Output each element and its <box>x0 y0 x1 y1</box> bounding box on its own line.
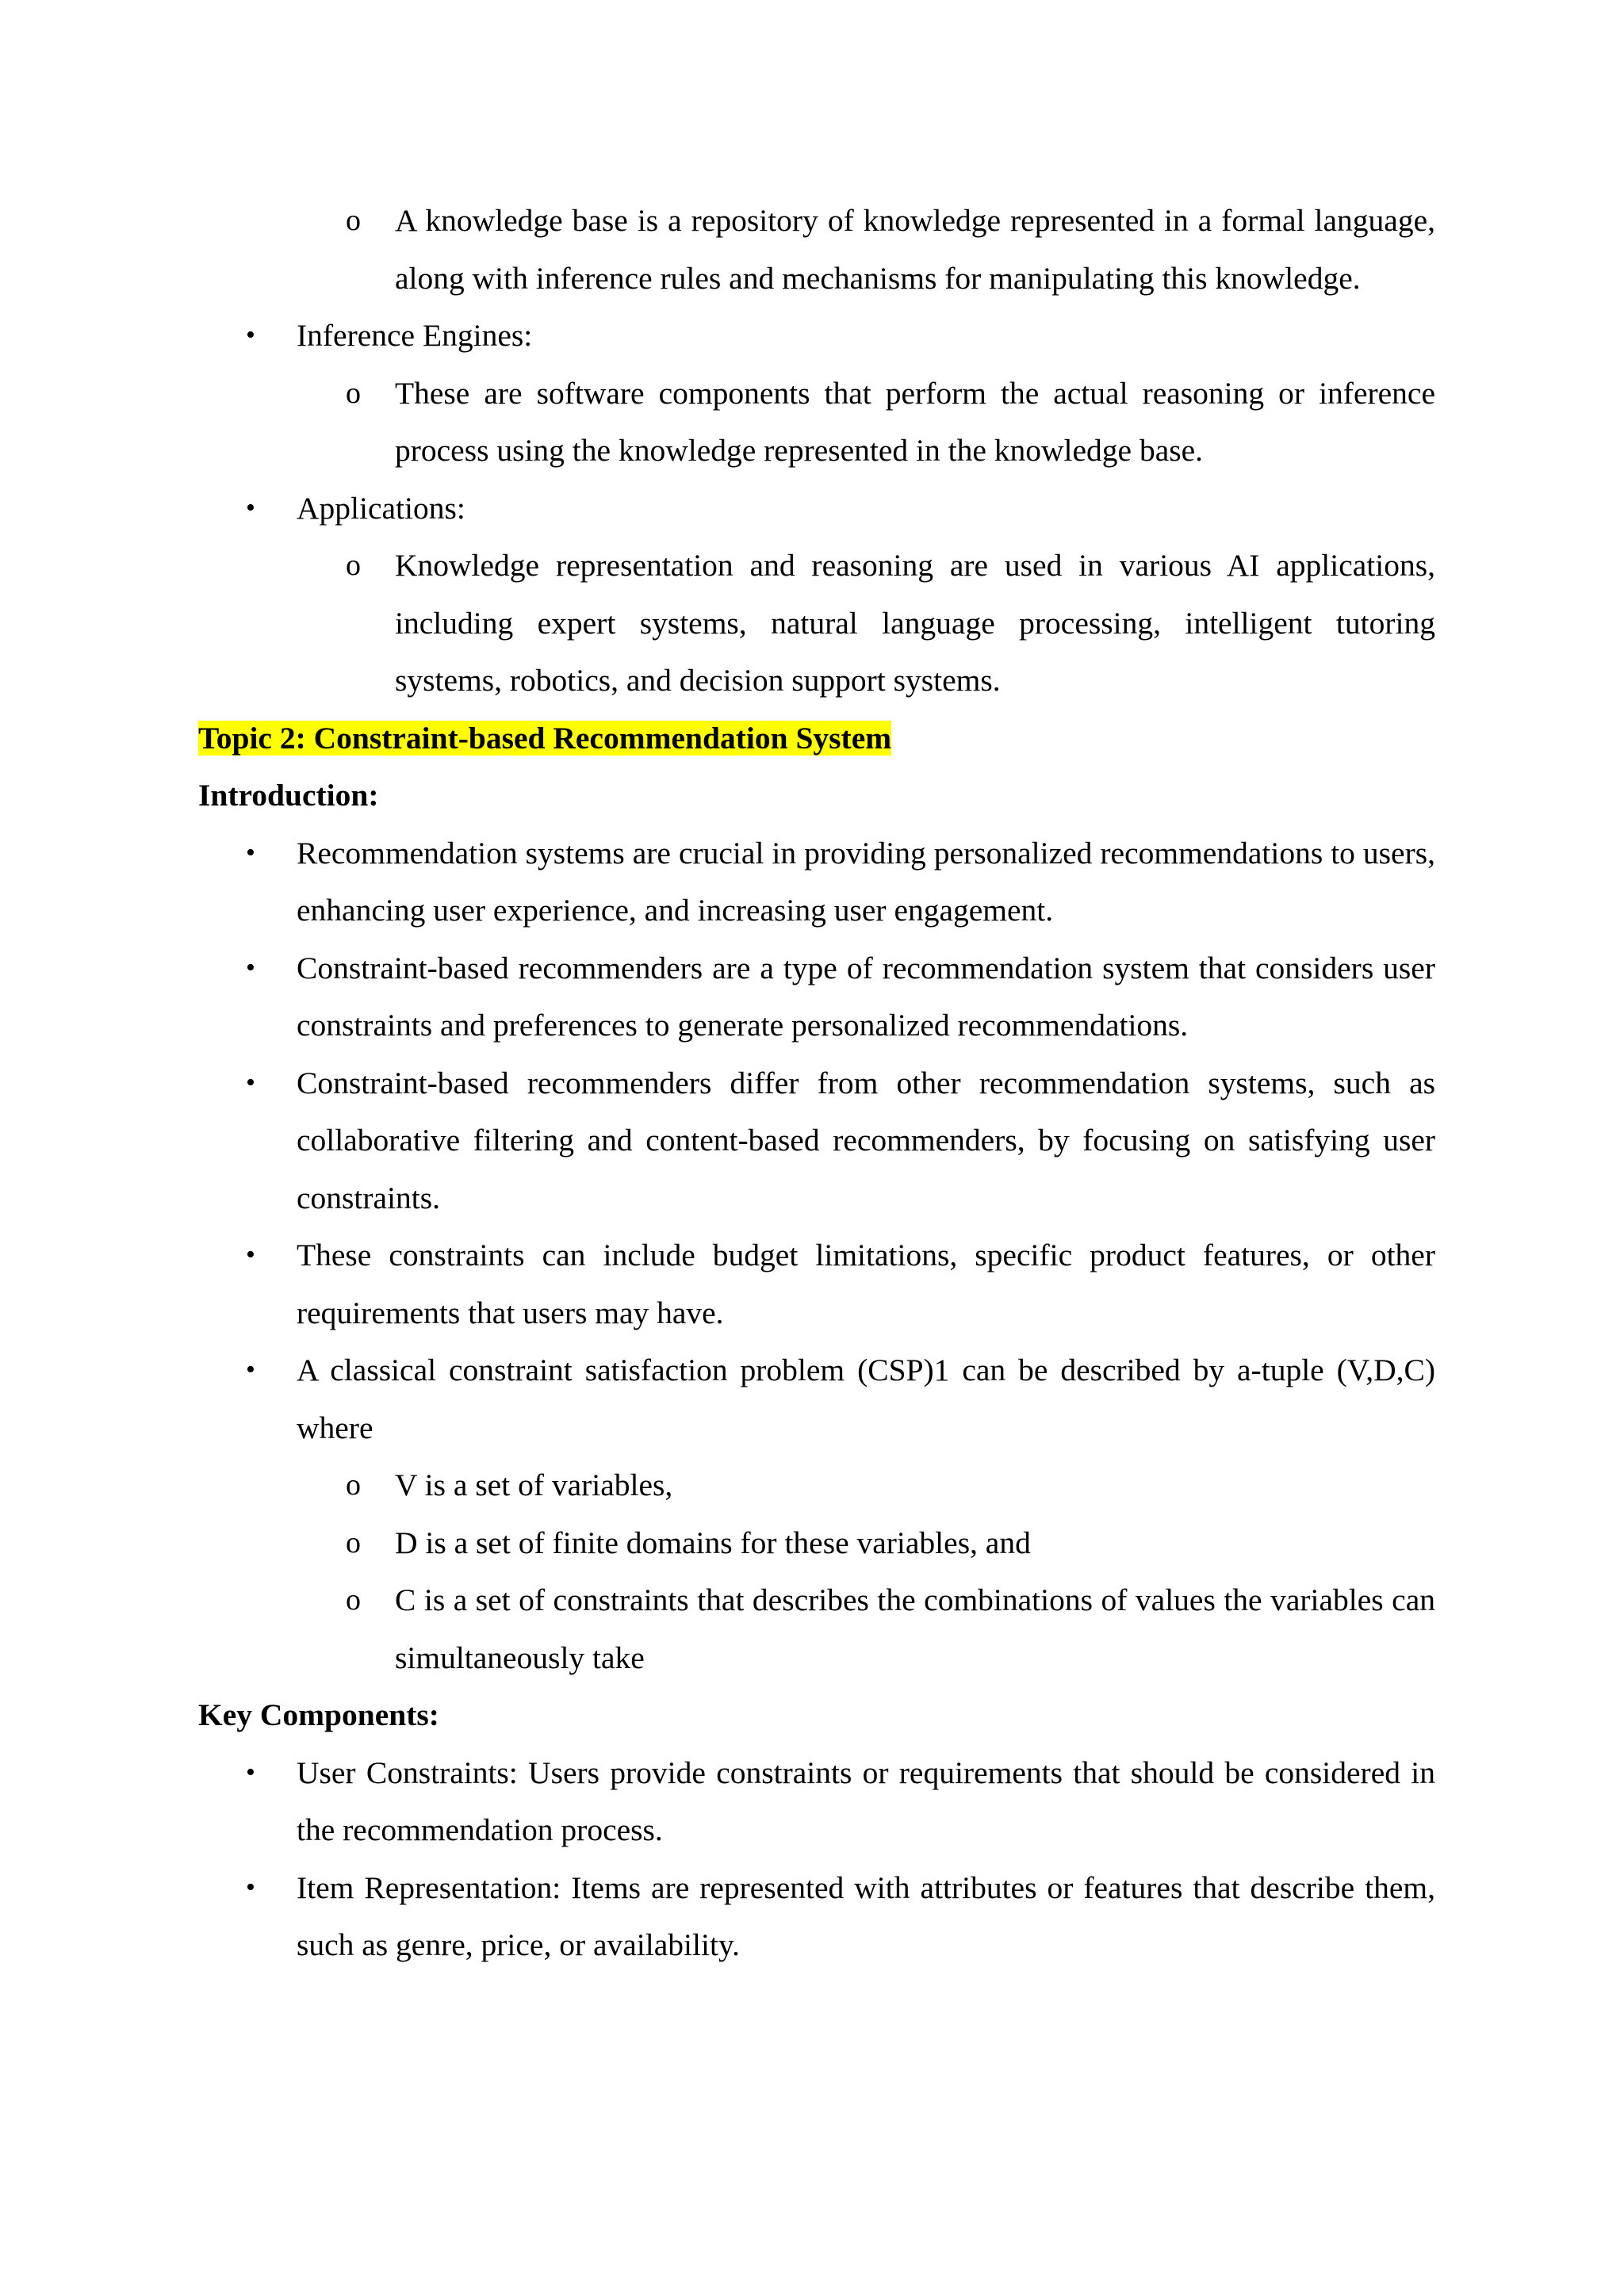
list-item-item-representation <box>198 1859 1435 1974</box>
list-item-applications-detail <box>198 537 1435 710</box>
bullet-icon: • <box>246 1067 255 1097</box>
list-item-inference-engines <box>198 307 1435 365</box>
introduction-heading: Introduction: <box>198 778 379 813</box>
list-item-intro-5 <box>198 1341 1435 1456</box>
bullet-icon: • <box>246 1872 255 1902</box>
circle-bullet-icon: o <box>346 376 361 410</box>
circle-bullet-icon: o <box>346 1468 361 1502</box>
intro-bullet-text: Constraint-based recommenders differ from other recommendation systems, such as collaborative filtering and content-based recommenders, by focusing on satisfying user constraints. <box>297 1065 1435 1215</box>
topic-heading-row <box>198 710 1435 767</box>
inference-engines-detail-text: These are software components that perform the actual reasoning or inference process using the knowledge represented in the knowledge base. <box>395 375 1435 468</box>
applications-label: Applications: <box>297 490 465 526</box>
csp-item-text: C is a set of constraints that describes the combinations of values the variables can simultaneously take <box>395 1582 1435 1675</box>
list-item-applications <box>198 480 1435 538</box>
bullet-icon: • <box>246 952 255 982</box>
bullet-icon: • <box>246 320 255 350</box>
csp-item-text: D is a set of finite domains for these variables, and <box>395 1525 1031 1560</box>
circle-bullet-icon: o <box>346 549 361 582</box>
kb-definition-text: A knowledge base is a repository of knowledge represented in a formal language, along with inference rules and mechanisms for manipulating this knowledge. <box>395 203 1435 296</box>
intro-bullet-text: These constraints can include budget limitations, specific product features, or other requirements that users may have. <box>297 1238 1435 1330</box>
key-component-text: User Constraints: Users provide constraints or requirements that should be considered in the recommendation process. <box>297 1755 1435 1847</box>
bullet-icon: • <box>246 1355 255 1384</box>
bullet-icon: • <box>246 1757 255 1787</box>
circle-bullet-icon: o <box>346 1583 361 1617</box>
list-item-intro-2 <box>198 939 1435 1054</box>
intro-bullet-text: Recommendation systems are crucial in providing personalized recommendations to users, enhancing user experience, and increasing user engagement. <box>297 835 1435 928</box>
applications-detail-text: Knowledge representation and reasoning are used in various AI applications, including expert systems, natural language processing, intelligent tutoring systems, robotics, and decision support systems. <box>395 548 1435 698</box>
topic-heading: Topic 2: Constraint-based Recommendation System <box>198 720 892 756</box>
list-item-csp-constraints <box>198 1571 1435 1686</box>
circle-bullet-icon: o <box>346 1525 361 1559</box>
intro-bullet-text: Constraint-based recommenders are a type of recommendation system that considers user constraints and preferences to generate personalized recommendations. <box>297 950 1435 1043</box>
csp-item-text: V is a set of variables, <box>395 1468 673 1502</box>
list-item-inference-engines-detail <box>198 365 1435 480</box>
list-item-csp-domains <box>198 1514 1435 1572</box>
list-item-user-constraints <box>198 1744 1435 1859</box>
inference-engines-label: Inference Engines: <box>297 318 533 353</box>
list-item-csp-variables <box>198 1456 1435 1514</box>
bullet-icon: • <box>246 492 255 522</box>
document-body <box>198 192 1435 1974</box>
list-item-intro-4 <box>198 1226 1435 1341</box>
intro-bullet-text: A classical constraint satisfaction problem (CSP)1 can be described by a-tuple (V,D,C) where <box>297 1353 1435 1445</box>
list-item-intro-3 <box>198 1054 1435 1227</box>
circle-bullet-icon: o <box>346 204 361 237</box>
bullet-icon: • <box>246 1240 255 1269</box>
key-components-heading: Key Components: <box>198 1697 439 1732</box>
list-item-intro-1 <box>198 825 1435 939</box>
list-item-kb-definition <box>198 192 1435 307</box>
key-component-text: Item Representation: Items are represented with attributes or features that describe them, such as genre, price, or availability. <box>297 1869 1435 1962</box>
bullet-icon: • <box>246 837 255 867</box>
